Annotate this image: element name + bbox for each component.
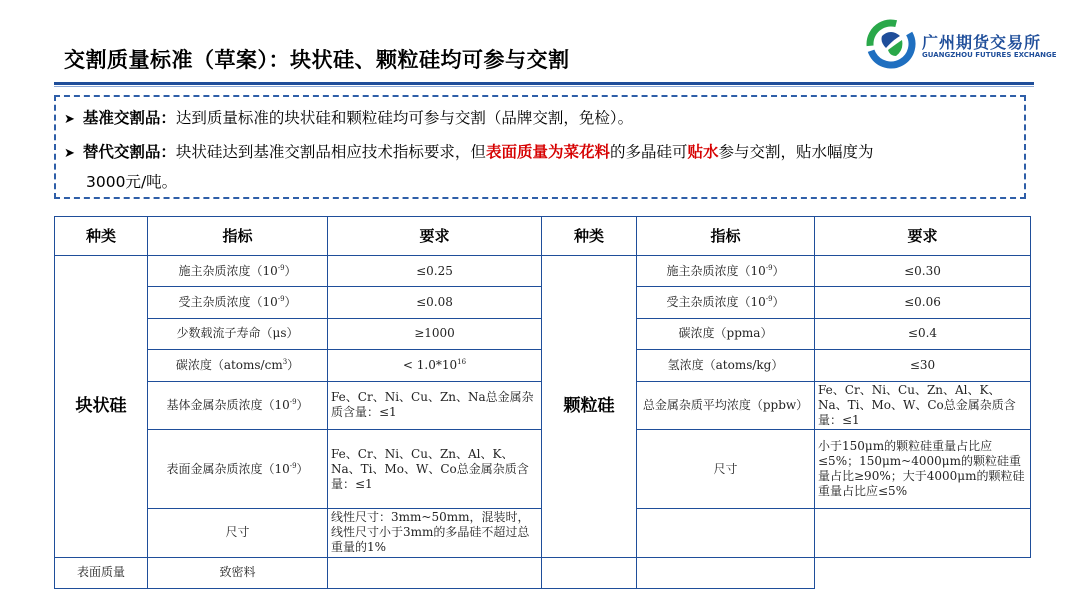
gfex-emblem-icon <box>866 18 916 70</box>
right-empty-requirement <box>815 509 1031 558</box>
notes-box <box>54 95 1026 199</box>
logo-name-cn: 广州期货交易所 <box>922 33 1042 52</box>
right-requirement: ≤0.06 <box>815 287 1031 318</box>
right-requirement: Fe、Cr、Ni、Cu、Zn、Al、K、Na、Ti、Mo、W、Co总金属杂质含量：≤1 <box>815 381 1031 430</box>
header-requirement-right: 要求 <box>815 217 1031 256</box>
right-requirement: ≤0.4 <box>815 318 1031 349</box>
right-empty-requirement <box>637 557 815 588</box>
left-requirement: 线性尺寸：3mm~50mm，混装时，线性尺寸小于3mm的多晶硅不超过总重量的1% <box>328 509 542 558</box>
right-indicator: 施主杂质浓度$(10^{-9})$ <box>637 256 815 287</box>
kind-chunk-silicon: 块状硅 <box>55 256 148 558</box>
left-requirement: ≤0.25 <box>328 256 542 287</box>
header-indicator-left: 指标 <box>148 217 328 256</box>
note-highlight-cauliflower: 表面质量为菜花料 <box>485 143 610 161</box>
note-substitute-label: 替代交割品： <box>82 143 176 161</box>
right-indicator: 受主杂质浓度$(10^{-9})$ <box>637 287 815 318</box>
header-requirement-left: 要求 <box>328 217 542 256</box>
table-row <box>55 256 1031 287</box>
header-indicator-right: 指标 <box>637 217 815 256</box>
arrow-bullet-icon: ➤ <box>64 112 75 127</box>
left-requirement: ≥1000 <box>328 318 542 349</box>
right-indicator: 尺寸 <box>637 430 815 509</box>
left-indicator: 尺寸 <box>148 509 328 558</box>
left-indicator: 施主杂质浓度$(10^{-9})$ <box>148 256 328 287</box>
right-empty-indicator <box>637 509 815 558</box>
table-row <box>55 557 1031 588</box>
left-requirement: Fe、Cr、Ni、Cu、Zn、Al、K、Na、Ti、Mo、W、Co总金属杂质含量：≤1 <box>328 430 542 509</box>
left-requirement: Fe、Cr、Ni、Cu、Zn、Na总金属杂质含量：≤1 <box>328 381 542 430</box>
quality-spec-table <box>54 216 1031 589</box>
note-benchmark-label: 基准交割品： <box>82 109 176 127</box>
right-empty-kind <box>328 557 542 588</box>
left-indicator: 受主杂质浓度$(10^{-9})$ <box>148 287 328 318</box>
note-benchmark-text: 达到质量标准的块状硅和颗粒硅均可参与交割（品牌交割，免检）。 <box>175 109 634 127</box>
kind-granular-silicon: 颗粒硅 <box>542 256 637 558</box>
left-indicator: 少数载流子寿命（μs） <box>148 318 328 349</box>
left-indicator: 表面金属杂质浓度$(10^{-9})$ <box>148 430 328 509</box>
right-requirement: ≤0.30 <box>815 256 1031 287</box>
note-substitute <box>64 141 874 165</box>
left-indicator: 表面质量 <box>55 557 148 588</box>
right-empty-indicator <box>542 557 637 588</box>
left-indicator: 碳浓度$(atoms/cm^3)$ <box>148 350 328 381</box>
note-substitute-continuation: 3000元/吨。 <box>86 173 178 191</box>
note-highlight-discount: 贴水 <box>687 143 719 161</box>
logo-name-en: GUANGZHOU FUTURES EXCHANGE <box>922 51 1057 59</box>
table-header-row <box>55 217 1031 256</box>
right-requirement: ≤30 <box>815 350 1031 381</box>
right-indicator: 碳浓度（ppma） <box>637 318 815 349</box>
left-indicator: 基体金属杂质浓度$(10^{-9})$ <box>148 381 328 430</box>
right-requirement: 小于150μm的颗粒硅重量占比应≤5%；150μm~4000μm的颗粒硅重量占比≥90%；大于4000μm的颗粒硅重量占比应≤5% <box>815 430 1031 509</box>
note-substitute-pre: 块状硅达到基准交割品相应技术指标要求，但 <box>175 143 486 161</box>
exchange-logo <box>866 18 1066 74</box>
page-title: 交割质量标准（草案）：块状硅、颗粒硅均可参与交割 <box>64 48 570 72</box>
left-requirement: ≤0.08 <box>328 287 542 318</box>
header-kind-right: 种类 <box>542 217 637 256</box>
right-indicator: 氢浓度（atoms/kg） <box>637 350 815 381</box>
title-divider-thin <box>54 86 1034 87</box>
header-kind-left: 种类 <box>55 217 148 256</box>
title-divider <box>54 82 1034 85</box>
right-indicator: 总金属杂质平均浓度（ppbw） <box>637 381 815 430</box>
arrow-bullet-icon: ➤ <box>64 146 75 161</box>
note-substitute-post: 参与交割，贴水幅度为 <box>718 143 874 161</box>
note-benchmark <box>64 107 633 131</box>
note-substitute-mid: 的多晶硅可 <box>609 143 688 161</box>
left-requirement: < $1.0*10^{16}$ <box>328 350 542 381</box>
left-requirement: 致密料 <box>148 557 328 588</box>
